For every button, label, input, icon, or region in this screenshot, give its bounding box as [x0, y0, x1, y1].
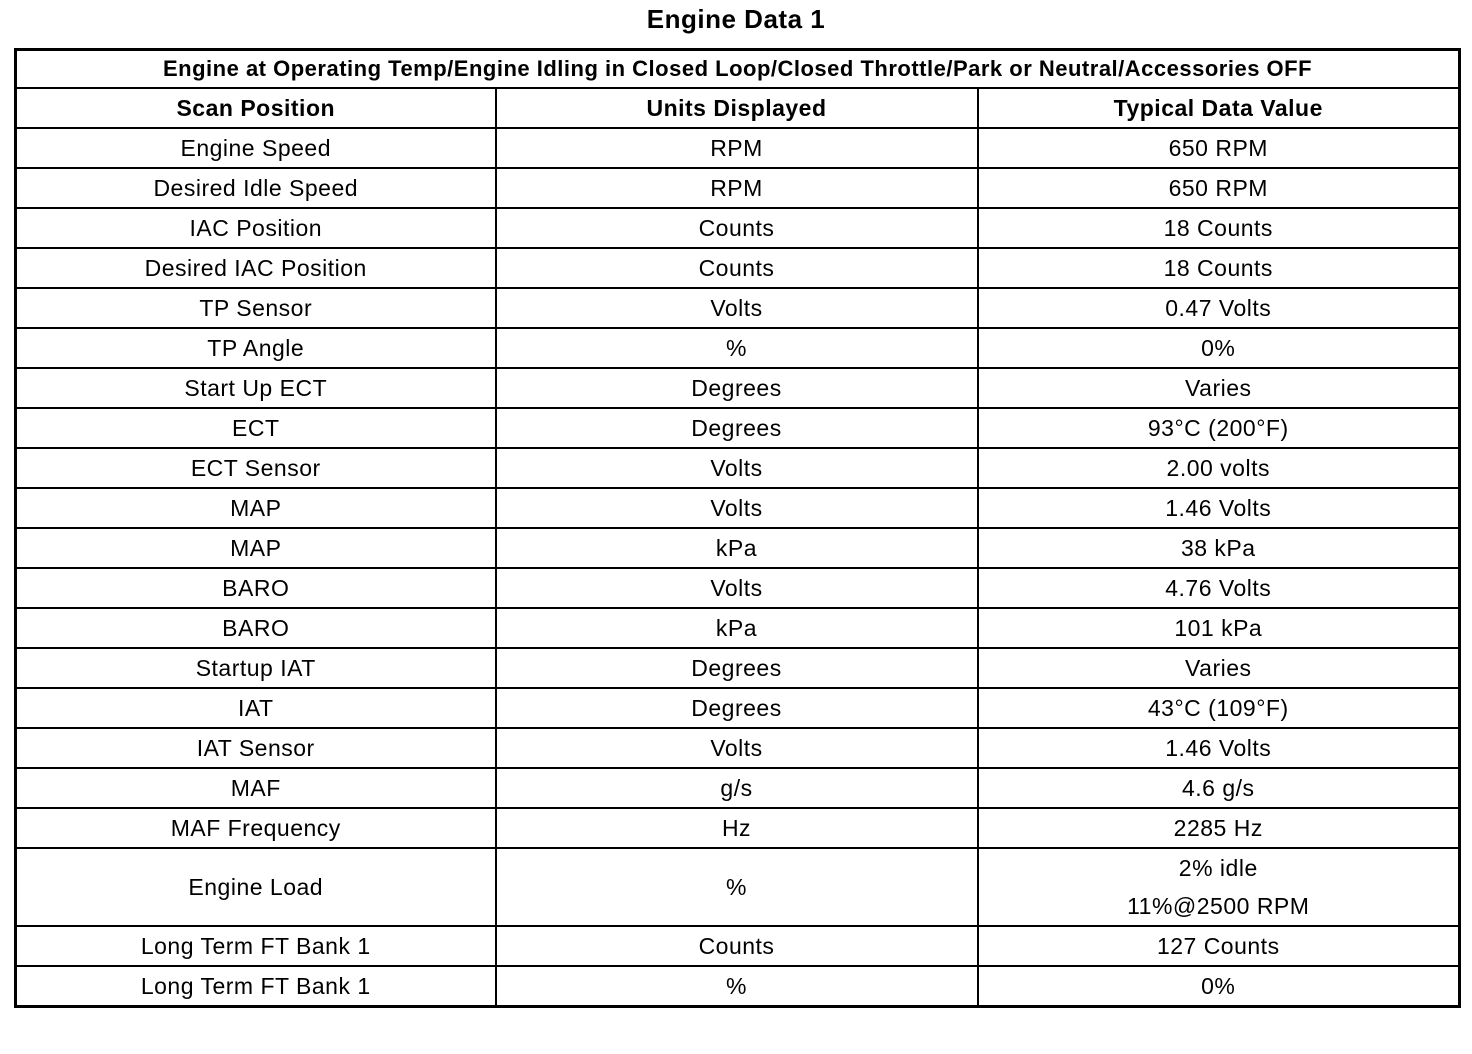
units-cell: Degrees	[496, 648, 978, 688]
table-row	[16, 688, 1460, 728]
value-cell: 101 kPa	[978, 608, 1460, 648]
value-cell	[978, 848, 1460, 926]
scan-position-cell: IAT Sensor	[16, 728, 496, 768]
units-cell: %	[496, 848, 978, 926]
table-row	[16, 168, 1460, 208]
condition-header: Engine at Operating Temp/Engine Idling in Closed Loop/Closed Throttle/Park or Neutral/Accessories OFF	[16, 50, 1460, 89]
scan-position-cell: Engine Speed	[16, 128, 496, 168]
value-cell: 2.00 volts	[978, 448, 1460, 488]
units-cell: Counts	[496, 926, 978, 966]
scan-position-cell: IAT	[16, 688, 496, 728]
engine-data-table	[14, 48, 1461, 1008]
value-cell: 0%	[978, 966, 1460, 1007]
table-row	[16, 408, 1460, 448]
value-cell: 93°C (200°F)	[978, 408, 1460, 448]
table-row	[16, 926, 1460, 966]
condition-row	[16, 50, 1460, 89]
column-header-units-displayed: Units Displayed	[496, 88, 978, 128]
scan-position-cell: Engine Load	[16, 848, 496, 926]
value-cell: 4.6 g/s	[978, 768, 1460, 808]
scan-position-cell: BARO	[16, 568, 496, 608]
units-cell: Hz	[496, 808, 978, 848]
value-cell: 127 Counts	[978, 926, 1460, 966]
scan-position-cell: TP Angle	[16, 328, 496, 368]
value-cell: Varies	[978, 368, 1460, 408]
value-cell: 1.46 Volts	[978, 488, 1460, 528]
table-row	[16, 368, 1460, 408]
scan-position-cell: Desired Idle Speed	[16, 168, 496, 208]
scan-position-cell: BARO	[16, 608, 496, 648]
scan-position-cell: MAP	[16, 528, 496, 568]
table-row	[16, 488, 1460, 528]
value-cell: 650 RPM	[978, 128, 1460, 168]
scan-position-cell: ECT Sensor	[16, 448, 496, 488]
value-cell: 38 kPa	[978, 528, 1460, 568]
units-cell: %	[496, 328, 978, 368]
units-cell: g/s	[496, 768, 978, 808]
units-cell: Volts	[496, 288, 978, 328]
scan-position-cell: Desired IAC Position	[16, 248, 496, 288]
value-cell: 43°C (109°F)	[978, 688, 1460, 728]
value-cell: 2285 Hz	[978, 808, 1460, 848]
units-cell: Volts	[496, 488, 978, 528]
scan-position-cell: MAP	[16, 488, 496, 528]
value-cell: 18 Counts	[978, 248, 1460, 288]
table-row	[16, 288, 1460, 328]
units-cell: Degrees	[496, 688, 978, 728]
scan-position-cell: Start Up ECT	[16, 368, 496, 408]
scan-position-cell: Startup IAT	[16, 648, 496, 688]
scan-position-cell: MAF Frequency	[16, 808, 496, 848]
table-row	[16, 608, 1460, 648]
units-cell: Volts	[496, 448, 978, 488]
scan-position-cell: Long Term FT Bank 1	[16, 926, 496, 966]
scan-position-cell: Long Term FT Bank 1	[16, 966, 496, 1007]
units-cell: Volts	[496, 568, 978, 608]
value-line: 2% idle	[1178, 855, 1258, 881]
page-title: Engine Data 1	[646, 4, 826, 34]
value-cell: 0.47 Volts	[978, 288, 1460, 328]
scan-position-cell: MAF	[16, 768, 496, 808]
value-line: 11%@2500 RPM	[1127, 893, 1310, 919]
units-cell: %	[496, 966, 978, 1007]
table-row	[16, 728, 1460, 768]
scan-position-cell: ECT	[16, 408, 496, 448]
table-row	[16, 848, 1460, 926]
table-row	[16, 448, 1460, 488]
table-row	[16, 248, 1460, 288]
table-row	[16, 568, 1460, 608]
units-cell: Degrees	[496, 408, 978, 448]
value-cell: 650 RPM	[978, 168, 1460, 208]
units-cell: RPM	[496, 168, 978, 208]
value-cell: 4.76 Volts	[978, 568, 1460, 608]
table-row	[16, 128, 1460, 168]
column-header-row	[16, 88, 1460, 128]
units-cell: Counts	[496, 248, 978, 288]
table-row	[16, 768, 1460, 808]
value-cell: 0%	[978, 328, 1460, 368]
table-row	[16, 328, 1460, 368]
units-cell: Degrees	[496, 368, 978, 408]
value-cell: 1.46 Volts	[978, 728, 1460, 768]
value-cell: 18 Counts	[978, 208, 1460, 248]
units-cell: Counts	[496, 208, 978, 248]
column-header-scan-position: Scan Position	[16, 88, 496, 128]
value-cell: Varies	[978, 648, 1460, 688]
table-row	[16, 208, 1460, 248]
table-row	[16, 966, 1460, 1007]
scan-position-cell: IAC Position	[16, 208, 496, 248]
units-cell: Volts	[496, 728, 978, 768]
table-row	[16, 648, 1460, 688]
units-cell: RPM	[496, 128, 978, 168]
column-header-typical-data-value: Typical Data Value	[978, 88, 1460, 128]
units-cell: kPa	[496, 528, 978, 568]
table-row	[16, 808, 1460, 848]
scan-position-cell: TP Sensor	[16, 288, 496, 328]
table-row	[16, 528, 1460, 568]
units-cell: kPa	[496, 608, 978, 648]
